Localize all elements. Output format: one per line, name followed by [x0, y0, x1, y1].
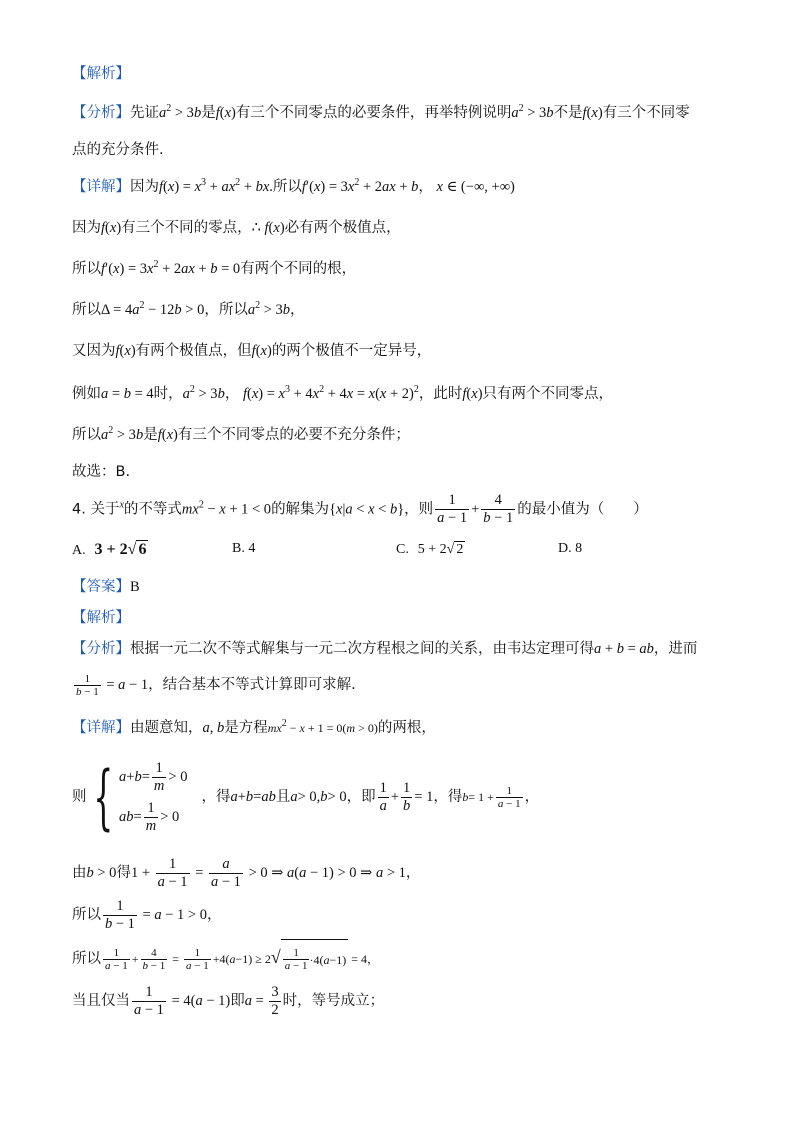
detail-line-7: 所以$a^2 > 3b$是f(x)有三个不同零点的必要不充分条件；: [72, 425, 410, 443]
answer-line: 【答案】B: [72, 579, 140, 595]
section-label-jiexi: 【解析】: [72, 66, 130, 82]
detail-choice: 故选：B.: [72, 464, 131, 480]
section-label-jiexi-2: 【解析】: [72, 610, 130, 626]
detail-q4-suoyi-2: 所以 $\frac{1}{a - 1}$ + $\frac{4}{b - 1}$ = $\frac{1}{a - 1}$ +4(a−1) ≥ 2√ $\frac{1}{a - 1}$ ·4(a−1) = 4，: [72, 937, 379, 980]
analysis-line-2: 点的充分条件.: [72, 142, 164, 158]
analysis-line-1: 【分析】先证$a^2 > 3b$是f(x)有三个不同零点的必要条件，再举特例说明$a^2 > 3b$不是f(x)有三个不同零: [72, 103, 690, 121]
detail-q4-last: 当且仅当 $\frac{1}{a - 1}$ = 4(a − 1)即a = $\frac{3}{2}$ 时，等号成立；: [72, 983, 385, 1018]
left-brace: {: [92, 756, 113, 838]
detail-q4-suoyi-1: 所以 $\frac{1}{b - 1}$ = a − 1 > 0，: [72, 897, 222, 932]
option-d: D. 8: [558, 541, 583, 556]
detail-q4-system: 则 { a + b = $\frac{1}{m}$ > 0 ab = $\frac{1}{m}$ > 0 ，得 a + b = ab 且 a > 0, b > 0 ，即 $\frac{1}{a}$ + $\frac{1}{b}$ = 1 ，得 b = 1 + $\frac{1}{a - 1}$ ，: [72, 756, 540, 838]
analysis-q4-1: 【分析】根据一元二次不等式解集与一元二次方程根之间的关系，由韦达定理可得a + b = ab，进而: [72, 641, 698, 657]
detail-line-6: 例如a = b = 4时，$a^2 > 3b$， $f(x) = x^3 + 4x^2 + 4x = x(x + 2)^2$，此时f(x)只有两个不同零点，: [72, 384, 614, 402]
label-fenxi: 【分析】: [72, 105, 130, 121]
option-b: B. 4: [232, 541, 256, 556]
option-a: A. 3 + 2√ 6: [72, 541, 147, 558]
detail-line-4: 所以$\Delta = 4a^2 - 12b > 0$，所以$a^2 > 3b$，: [72, 300, 305, 318]
detail-q4-by: 由b > 0得1 + $\frac{1}{a - 1}$ = $\frac{a}{a - 1}$ > 0 ⇒ a(a − 1) > 0 ⇒ a > 1，: [72, 855, 421, 890]
detail-q4-1: 【详解】由题意知，a, b是方程$mx^2 - x + 1 = 0(m > 0)$的两根，: [72, 718, 436, 736]
detail-line-5: 又因为f(x)有两个极值点，但f(x)的两个极值不一定异号，: [72, 343, 432, 359]
detail-line-3: 所以$f'(x) = 3x^2 + 2ax + b = 0$有两个不同的根，: [72, 259, 357, 277]
question-4: 4. 关于$^x$的不等式$mx^2 - x + 1 < 0$的解集为{x|a < x < b}，则 $\frac{1}{a - 1}$ + $\frac{4}{b - 1}$ 的最小值为（ ）: [72, 492, 648, 526]
detail-line-2: 因为f(x)有三个不同的零点，∴ f(x)必有两个极值点，: [72, 220, 401, 236]
analysis-q4-2: $\frac{1}{b - 1}$ = a − 1，结合基本不等式计算即可求解.: [76, 672, 356, 698]
detail-line-1: 【详解】因为$f(x) = x^3 + ax^2$ + bx.所以$f'(x) = 3x^2 + 2ax + b$， x ∈ (−∞, +∞): [72, 177, 515, 195]
option-c: C. 5 + 2√ 2: [396, 542, 464, 557]
